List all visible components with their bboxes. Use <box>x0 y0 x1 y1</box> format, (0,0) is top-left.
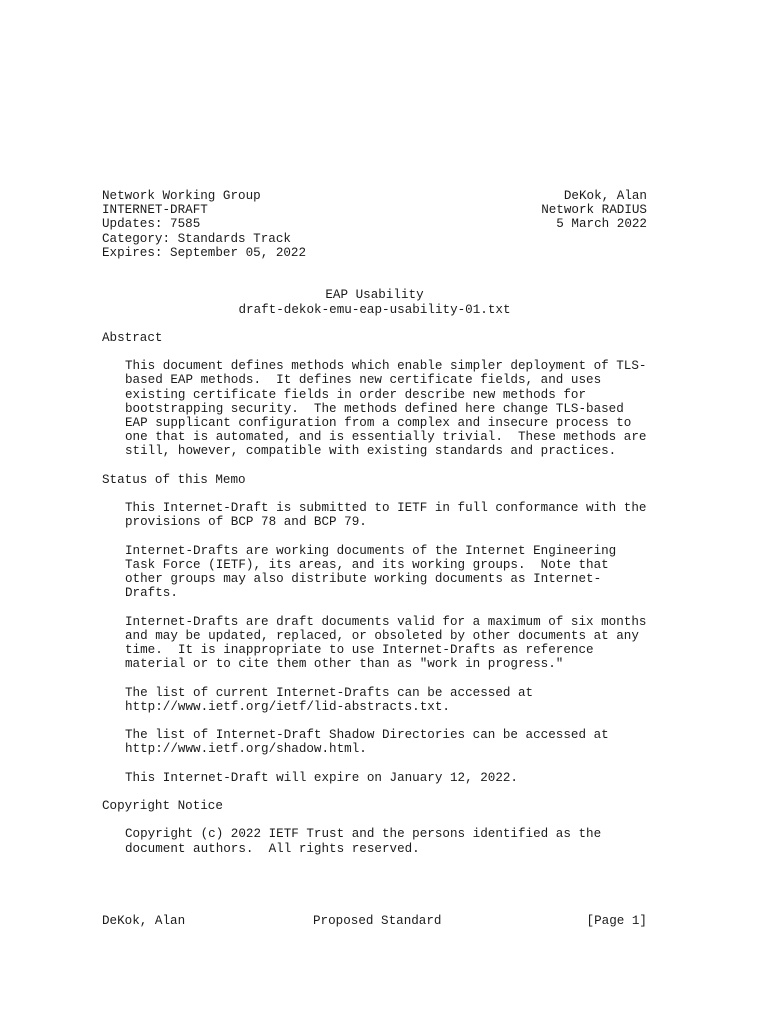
header-row-2 <box>102 203 647 217</box>
status-p3-line: material or to cite them other than as "work in progress." <box>125 657 564 672</box>
abstract-line: This document defines methods which enable simpler deployment of TLS- <box>125 359 647 374</box>
abstract-line: bootstrapping security. The methods defined here change TLS-based <box>125 401 624 416</box>
abstract-line: existing certificate fields in order describe new methods for <box>125 387 587 402</box>
header-row-5 <box>102 246 647 260</box>
status-p2-line: other groups may also distribute working documents as Internet- <box>125 572 602 587</box>
header-expires: Expires: September 05, 2022 <box>102 245 307 260</box>
header-row-1 <box>102 189 647 203</box>
header-author: DeKok, Alan <box>563 189 647 203</box>
footer-status: Proposed Standard <box>313 914 442 928</box>
header-category: Category: Standards Track <box>102 231 291 246</box>
expiration-notice: This Internet-Draft will expire on January 12, 2022. <box>125 770 518 785</box>
document-title: EAP Usability <box>325 288 424 303</box>
abstract-line: one that is automated, and is essentially trivial. These methods are <box>125 430 647 445</box>
page-footer <box>102 914 647 928</box>
footer-author: DeKok, Alan <box>102 914 186 928</box>
header-organization: Network RADIUS <box>541 203 647 218</box>
footer-page-number: [Page 1] <box>586 914 647 928</box>
status-p3-line: time. It is inappropriate to use Internet-Drafts as reference <box>125 643 594 657</box>
header-updates: Updates: 7585 <box>102 217 201 232</box>
copyright-line: Copyright (c) 2022 IETF Trust and the persons identified as the <box>125 827 602 842</box>
copyright-heading: Copyright Notice <box>102 799 223 814</box>
status-p3-line: and may be updated, replaced, or obsoleted by other documents at any <box>125 628 639 643</box>
lid-abstracts-url: http://www.ietf.org/ietf/lid-abstracts.txt. <box>125 699 450 714</box>
document-filename: draft-dekok-emu-eap-usability-01.txt <box>238 302 511 317</box>
status-p2-line: Task Force (IETF), its areas, and its working groups. Note that <box>125 557 609 572</box>
status-p2-line: Drafts. <box>125 586 178 601</box>
status-heading: Status of this Memo <box>102 472 246 487</box>
header-row-3 <box>102 217 647 231</box>
status-p4-line: The list of current Internet-Drafts can be accessed at <box>125 685 534 700</box>
copyright-line: document authors. All rights reserved. <box>125 841 420 856</box>
abstract-line: still, however, compatible with existing standards and practices. <box>125 444 617 459</box>
status-p2-line: Internet-Drafts are working documents of the Internet Engineering <box>125 543 617 558</box>
header-date: 5 March 2022 <box>556 217 647 232</box>
header-working-group: Network Working Group <box>102 189 261 203</box>
status-p5-line: The list of Internet-Draft Shadow Directories can be accessed at <box>125 728 609 743</box>
status-p1-line: provisions of BCP 78 and BCP 79. <box>125 515 367 530</box>
abstract-line: EAP supplicant configuration from a complex and insecure process to <box>125 416 632 430</box>
status-p1-line: This Internet-Draft is submitted to IETF in full conformance with the <box>125 501 647 516</box>
document-page <box>102 189 647 856</box>
header-row-4 <box>102 232 647 246</box>
status-p3-line: Internet-Drafts are draft documents valid for a maximum of six months <box>125 614 647 629</box>
shadow-directories-url: http://www.ietf.org/shadow.html. <box>125 742 367 757</box>
header-doc-type: INTERNET-DRAFT <box>102 203 208 218</box>
abstract-line: based EAP methods. It defines new certificate fields, and uses <box>125 373 602 388</box>
abstract-heading: Abstract <box>102 330 163 345</box>
